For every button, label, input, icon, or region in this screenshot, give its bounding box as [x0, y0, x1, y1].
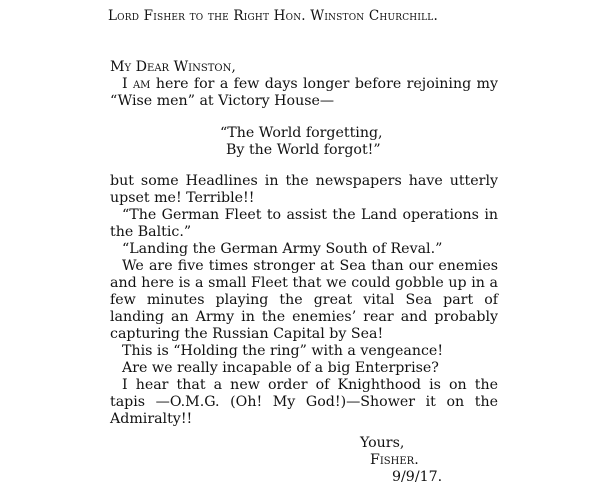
- opening-small-caps: I am: [122, 76, 151, 92]
- paragraph-headlines: but some Headlines in the newspapers have utterly upset me! Terrible!!: [110, 173, 498, 206]
- paragraph-stronger-at-sea: We are five times stronger at Sea than our enemies and here is a small Fleet that we could gobble up in a few minutes playing the great vital Sea part of landing an Army in the enemies’ rear and probably capturing the Russian Capital by Sea!: [110, 258, 498, 342]
- paragraph-german-fleet: “The German Fleet to assist the Land operations in the Baltic.”: [110, 207, 498, 240]
- verse-quote: [220, 125, 498, 159]
- letter-date: 9/9/17.: [392, 469, 443, 485]
- verse-line-2: By the World forgot!”: [226, 142, 381, 158]
- valediction: Yours,: [360, 435, 405, 451]
- letter-heading: Lord Fisher to the Right Hon. Winston Churchill.: [108, 8, 438, 24]
- paragraph-holding-ring: This is “Holding the ring” with a vengeance!: [122, 343, 444, 359]
- verse-line-1: “The World forgetting,: [220, 125, 383, 141]
- letter-body: [110, 59, 498, 486]
- opening-text: here for a few days longer before rejoining my “Wise men” at Victory House—: [110, 76, 499, 109]
- paragraph-enterprise: Are we really incapable of a big Enterprise?: [122, 360, 439, 376]
- salutation: My Dear Winston,: [110, 59, 236, 75]
- paragraph-knighthood: I hear that a new order of Knighthood is on the tapis —O.M.G. (Oh! My God!)—Shower it on the Admiralty!!: [110, 377, 498, 427]
- paragraph-landing: “Landing the German Army South of Reval.”: [122, 241, 443, 257]
- signature: Fisher.: [370, 452, 419, 468]
- letter-closing: [110, 435, 498, 486]
- paragraph-opening: [110, 76, 498, 110]
